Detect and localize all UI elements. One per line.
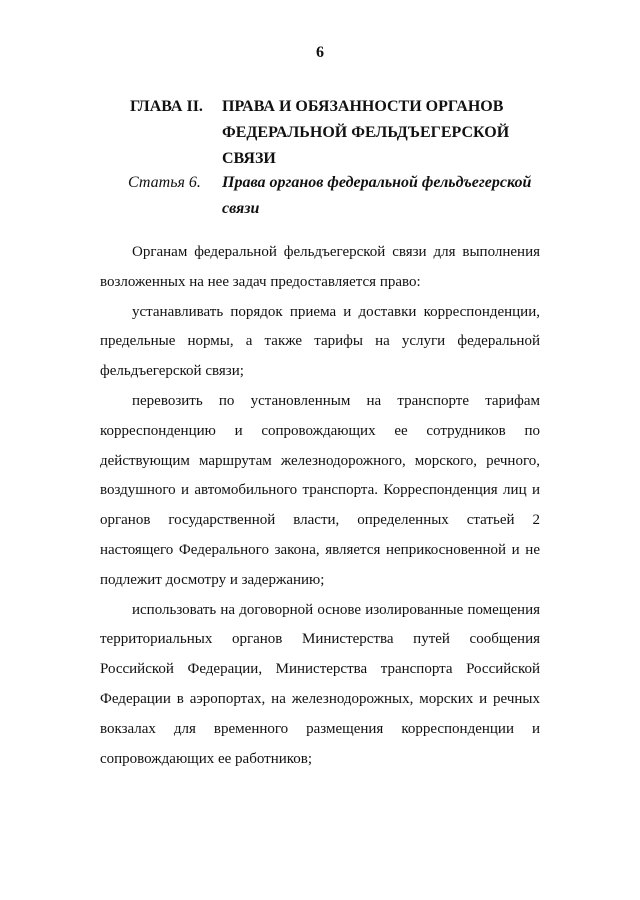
paragraph-right-3: использовать на договорной основе изолированные помещения территориальных органов Министерства путей сообщения Российской Федерации, Министерства транспорта Российской Федерации в аэропортах, на железнодорожных, морских и речных вокзалах для временного размещения корреспонденции и сопровождающих ее работников; — [100, 601, 540, 767]
article-body — [100, 238, 540, 774]
paragraph-right-2: перевозить по установленным на транспорте тарифам корреспонденцию и сопровождающих ее сотрудников по действующим маршрутам железнодорожного, морского, речного, воздушного и автомобильного транспорта. Корреспонденция лиц и органов государственной власти, определенных статьей 2 настоящего Федерального закона, является неприкосновенной и не подлежит досмотру и задержанию; — [100, 392, 540, 588]
article-title: Права органов федеральной фельдъегерской связи — [222, 174, 532, 217]
article-label: Статья 6. — [128, 174, 201, 191]
paragraph-intro: Органам федеральной фельдъегерской связи для выполнения возложенных на нее задач предоставляется право: — [100, 244, 540, 290]
paragraph-right-1: устанавливать порядок приема и доставки корреспонденции, предельные нормы, а также тарифы на услуги федеральной фельдъегерской связи; — [100, 303, 540, 380]
page-number: 6 — [316, 44, 324, 61]
chapter-label: ГЛАВА II. — [130, 98, 203, 115]
chapter-title: ПРАВА И ОБЯЗАННОСТИ ОРГАНОВ ФЕДЕРАЛЬНОЙ ФЕЛЬДЪЕГЕРСКОЙ СВЯЗИ — [222, 98, 510, 167]
